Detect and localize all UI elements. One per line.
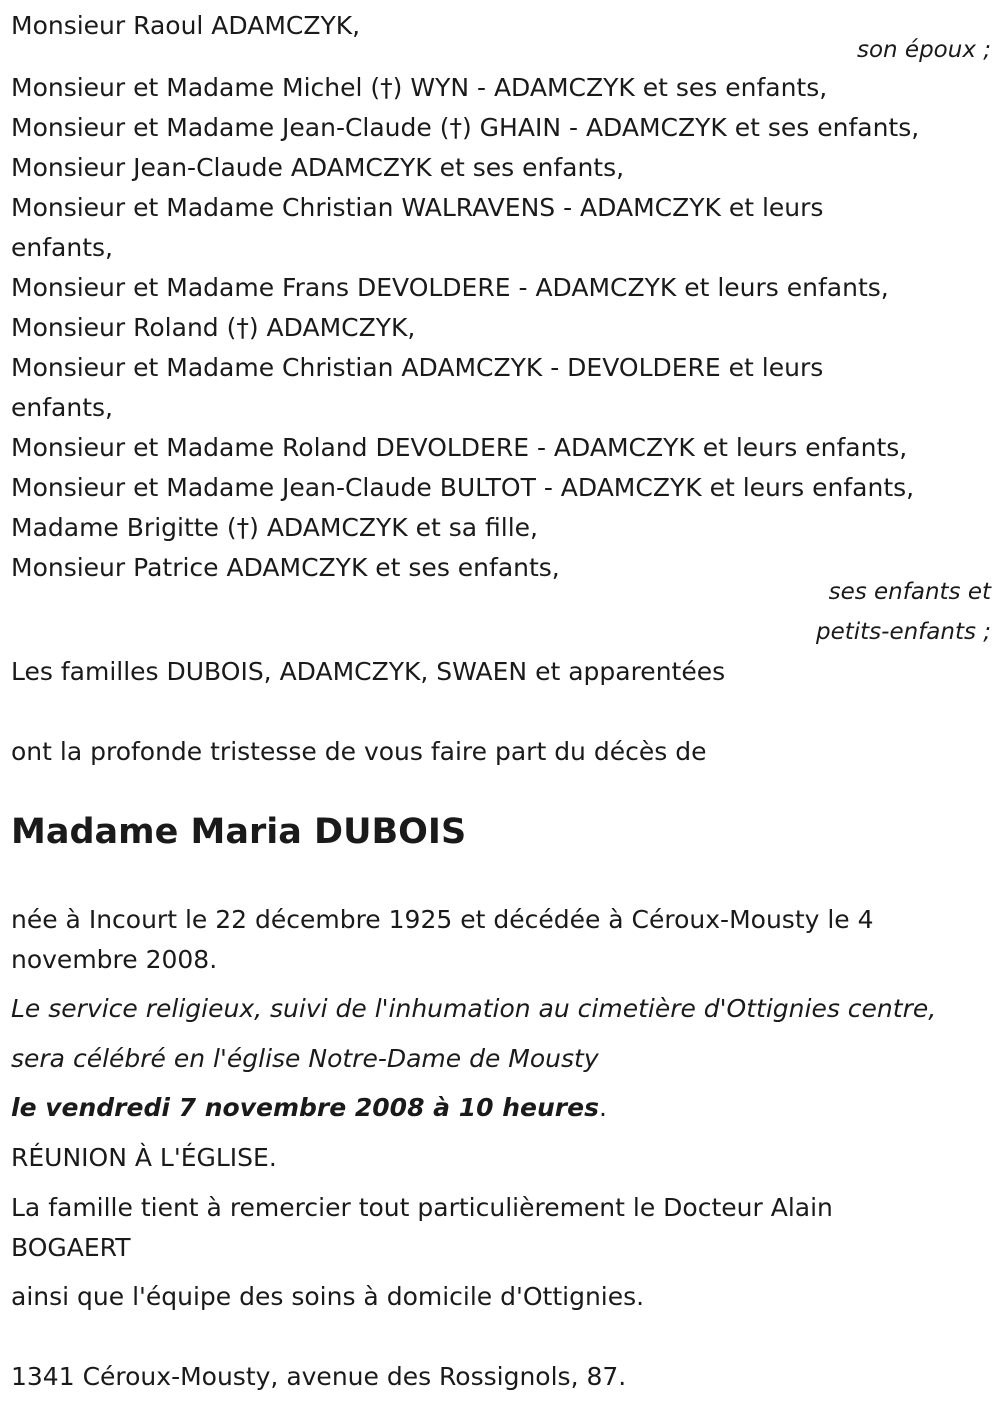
thanks-line2: BOGAERT <box>11 1233 131 1262</box>
children-role-line1: ses enfants et <box>828 579 991 605</box>
birth-death-line2: novembre 2008. <box>11 945 218 974</box>
thanks-line1: La famille tient à remercier tout particulièrement le Docteur Alain <box>11 1193 833 1222</box>
deceased-name: Madame Maria DUBOIS <box>11 812 467 852</box>
children-role-line2: petits-enfants ; <box>815 619 991 645</box>
service-line2: sera célébré en l'église Notre-Dame de Mousty <box>11 1044 599 1073</box>
service-date-end: . <box>598 1093 607 1122</box>
list-item: Monsieur et Madame Roland DEVOLDERE - ADAMCZYK et leurs enfants, <box>11 433 908 462</box>
list-item: Monsieur et Madame Jean-Claude (†) GHAIN - ADAMCZYK et ses enfants, <box>11 113 920 142</box>
children-list <box>11 68 919 588</box>
service-line1: Le service religieux, suivi de l'inhumation au cimetière d'Ottignies centre, <box>11 994 937 1023</box>
thanks-line3: ainsi que l'équipe des soins à domicile d'Ottignies. <box>11 1282 645 1311</box>
service-date: le vendredi 7 novembre 2008 à 10 heures <box>11 1093 599 1122</box>
list-item: Monsieur et Madame Michel (†) WYN - ADAMCZYK et ses enfants, <box>11 73 828 102</box>
list-item: Monsieur et Madame Christian ADAMCZYK - DEVOLDERE et leurs <box>11 353 824 382</box>
list-item: Monsieur Roland (†) ADAMCZYK, <box>11 313 416 342</box>
service-date-line <box>11 1088 607 1128</box>
list-item: enfants, <box>11 233 113 262</box>
list-item: Monsieur et Madame Jean-Claude BULTOT - ADAMCZYK et leurs enfants, <box>11 473 915 502</box>
list-item: Monsieur Jean-Claude ADAMCZYK et ses enfants, <box>11 153 625 182</box>
families-line: Les familles DUBOIS, ADAMCZYK, SWAEN et apparentées <box>11 657 726 686</box>
list-item: Monsieur et Madame Frans DEVOLDERE - ADAMCZYK et leurs enfants, <box>11 273 889 302</box>
address-line: 1341 Céroux-Mousty, avenue des Rossignols, 87. <box>11 1362 627 1391</box>
announcement-line: ont la profonde tristesse de vous faire part du décès de <box>11 737 707 766</box>
list-item: Monsieur et Madame Christian WALRAVENS - ADAMCZYK et leurs <box>11 193 824 222</box>
reunion-line: RÉUNION À L'ÉGLISE. <box>11 1143 277 1172</box>
husband-name: Monsieur Raoul ADAMCZYK, <box>11 11 361 40</box>
husband-role: son époux ; <box>856 37 991 63</box>
list-item: Madame Brigitte (†) ADAMCZYK et sa fille, <box>11 513 539 542</box>
list-item: enfants, <box>11 393 113 422</box>
birth-death-line1: née à Incourt le 22 décembre 1925 et décédée à Céroux-Mousty le 4 <box>11 905 874 934</box>
list-item: Monsieur Patrice ADAMCZYK et ses enfants, <box>11 553 560 582</box>
